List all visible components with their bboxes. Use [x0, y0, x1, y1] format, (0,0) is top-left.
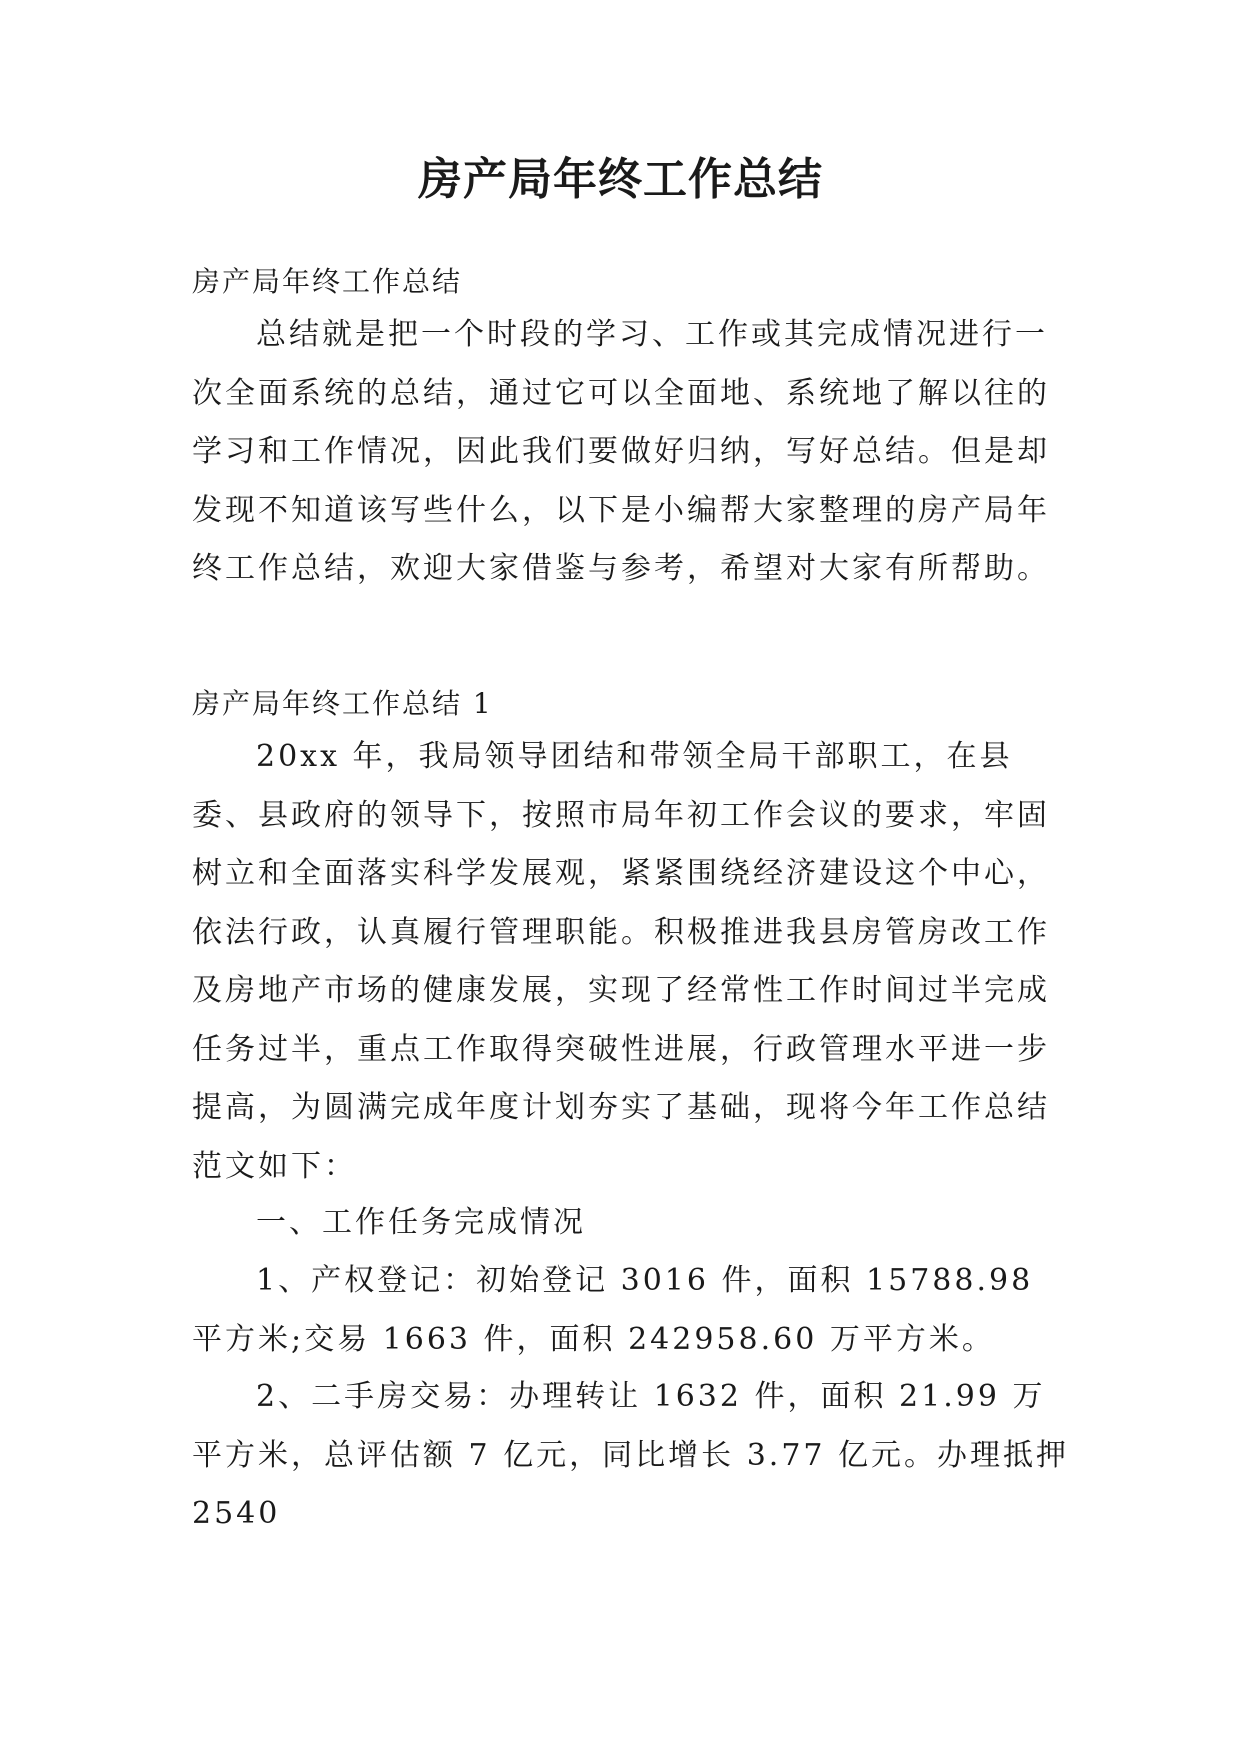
- document-subtitle: 房产局年终工作总结: [192, 265, 463, 298]
- section-heading: 房产局年终工作总结 1: [192, 687, 493, 720]
- intro-paragraph: 总结就是把一个时段的学习、工作或其完成情况进行一次全面系统的总结，通过它可以全面地、系统地了解以往的学习和工作情况，因此我们要做好归纳，写好总结。但是却发现不知道该写些什么，以下是小编帮大家整理的房产局年终工作总结，欢迎大家借鉴与参考，希望对大家有所帮助。: [192, 317, 1050, 586]
- subheading: 一、工作任务完成情况: [256, 1205, 586, 1240]
- document-title: 房产局年终工作总结: [418, 154, 823, 205]
- list-item-1: 1、产权登记：初始登记 3016 件，面积 15788.98 平方米;交易 1663 件，面积 242958.60 万平方米。: [192, 1263, 1034, 1357]
- section-paragraph: 20xx 年，我局领导团结和带领全局干部职工，在县委、县政府的领导下，按照市局年初工作会议的要求，牢固树立和全面落实科学发展观，紧紧围绕经济建设这个中心，依法行政，认真履行管理职能。积极推进我县房管房改工作及房地产市场的健康发展，实现了经常性工作时间过半完成任务过半，重点工作取得突破性进展，行政管理水平进一步提高，为圆满完成年度计划夯实了基础，现将今年工作总结范文如下：: [192, 739, 1050, 1184]
- list-item-2: 2、二手房交易：办理转让 1632 件，面积 21.99 万平方米，总评估额 7 亿元，同比增长 3.77 亿元。办理抵押 2540: [192, 1379, 1070, 1531]
